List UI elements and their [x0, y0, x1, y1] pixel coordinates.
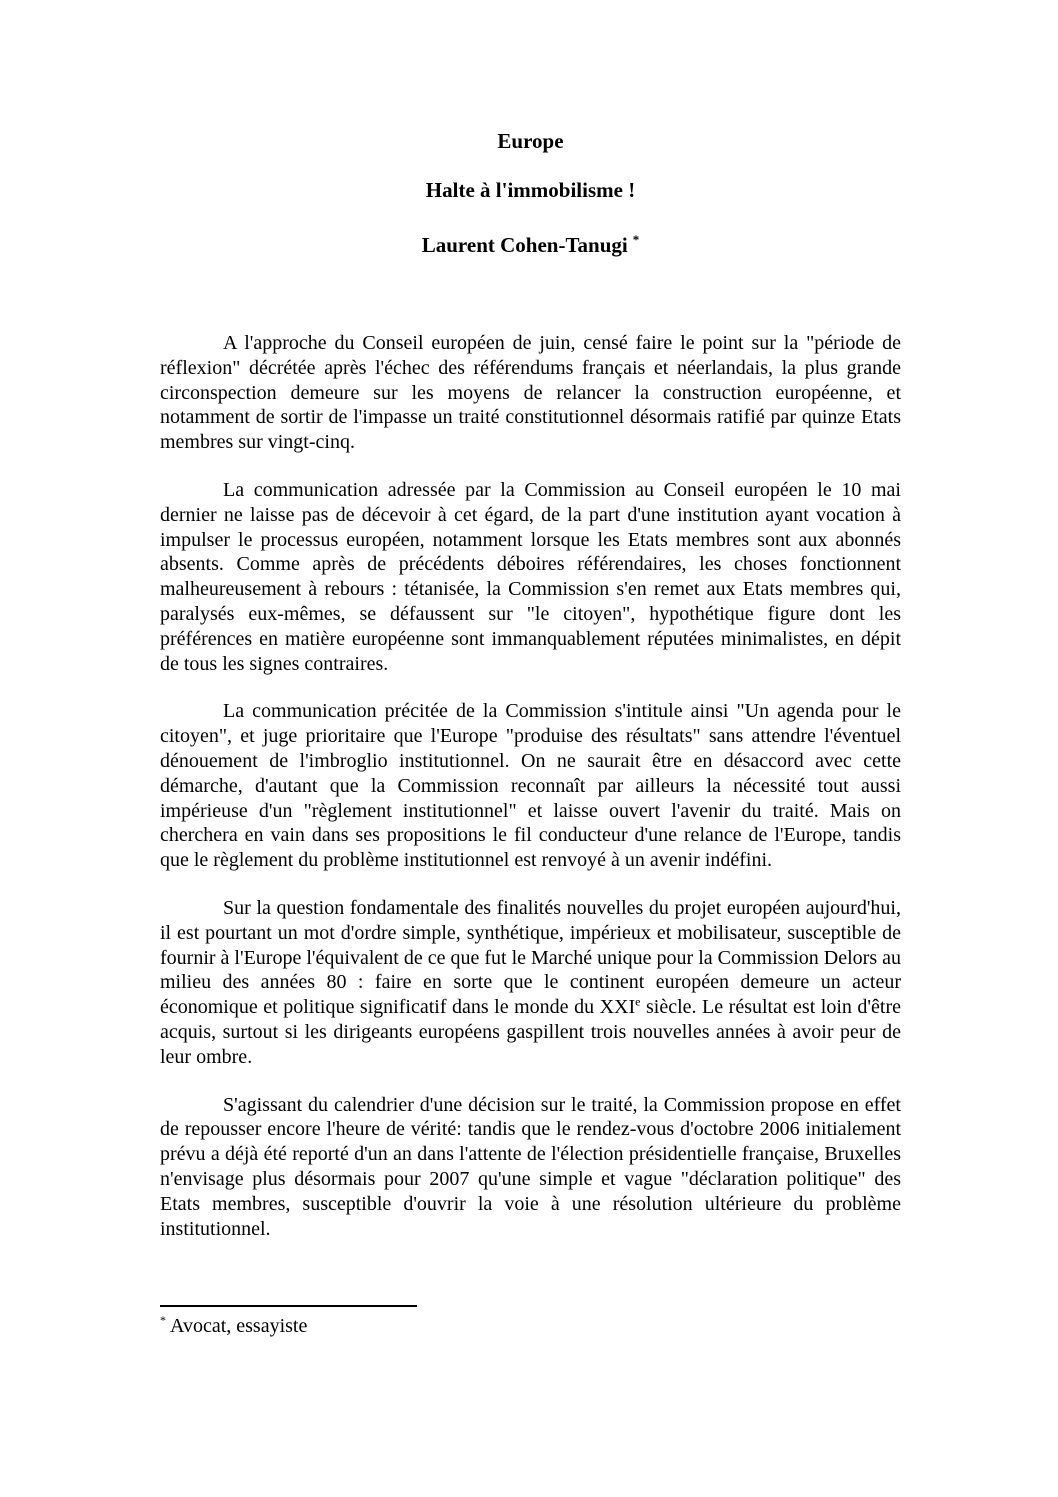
- document-title: Europe: [497, 129, 564, 153]
- century-ordinal-superscript: e: [635, 994, 641, 1009]
- author-footnote-marker: *: [632, 232, 640, 247]
- paragraph-4-text: Sur la question fondamentale des finalités nouvelles du projet européen aujourd'hui, il est pourtant un mot d'ordre simple, synthétique, impérieux et mobilisateur, susceptible de fournir à l'Europe l'équivalent de ce que fut le Marché unique pour la Commission Delors au milieu des années 80 : faire en sorte que le continent européen demeure un acteur économique et politique significatif dans le monde du XXI: [160, 896, 901, 1019]
- document-subtitle: Halte à l'immobilisme !: [425, 178, 636, 202]
- paragraph-3: La communication précitée de la Commission s'intitule ainsi "Un agenda pour le citoyen", et juge prioritaire que l'Europe "produise des résultats" sans attendre l'éventuel dénouement de l'imbroglio institutionnel. On ne saurait être en désaccord avec cette démarche, d'autant que la Commission reconnaît par ailleurs la nécessité tout aussi impérieuse d'un "règlement institutionnel" et laisse ouvert l'avenir du traité. Mais on cherchera en vain dans ses propositions le fil conducteur d'une relance de l'Europe, tandis que le règlement du problème institutionnel est renvoyé à un avenir indéfini.: [160, 700, 901, 872]
- paragraph-2: La communication adressée par la Commission au Conseil européen le 10 mai dernier ne laisse pas de décevoir à cet égard, de la part d'une institution ayant vocation à impulser le processus européen, notamment lorsque les Etats membres sont aux abonnés absents. Comme après de précédents déboires référendaires, les choses fonctionnent malheureusement à rebours : tétanisée, la Commission s'en remet aux Etats membres qui, paralysés eux-mêmes, se défaussent sur "le citoyen", hypothétique figure dont les préférences en matière européenne sont immanquablement réputées minimalistes, en dépit de tous les signes contraires.: [160, 478, 901, 675]
- paragraph-1: A l'approche du Conseil européen de juin, censé faire le point sur la "période de réflexion" décrétée après l'échec des référendums français et néerlandais, la plus grande circonspection demeure sur les moyens de relancer la construction européenne, et notamment de sortir de l'impasse un traité constitutionnel désormais ratifié par quinze Etats membres sur vingt-cinq.: [160, 332, 901, 454]
- footnote-text: Avocat, essayiste: [170, 1315, 308, 1337]
- document-body: [160, 331, 901, 1264]
- footnote-area: [160, 1305, 901, 1338]
- paragraph-4: [160, 896, 901, 1070]
- paragraph-5: S'agissant du calendrier d'une décision sur le traité, la Commission propose en effet de repousser encore l'heure de vérité: tandis que le rendez-vous d'octobre 2006 initialement prévu a déjà été reporté d'un an dans l'attente de l'élection présidentielle française, Bruxelles n'envisage plus désormais pour 2007 qu'une simple et vague "déclaration politique" des Etats membres, susceptible d'ouvrir la voie à une résolution ultérieure du problème institutionnel.: [160, 1093, 901, 1240]
- author-name: Laurent Cohen-Tanugi: [421, 233, 628, 257]
- document-header: [160, 131, 901, 256]
- footnote-separator-rule: [160, 1305, 417, 1307]
- footnote: [160, 1314, 901, 1338]
- paragraph-4-text-continued: siècle. Le résultat est loin d'être acquis, surtout si les dirigeants européens gaspillent trois nouvelles années à avoir peur de leur ombre.: [160, 996, 901, 1068]
- author-line: [160, 229, 901, 256]
- footnote-marker: *: [160, 1313, 166, 1328]
